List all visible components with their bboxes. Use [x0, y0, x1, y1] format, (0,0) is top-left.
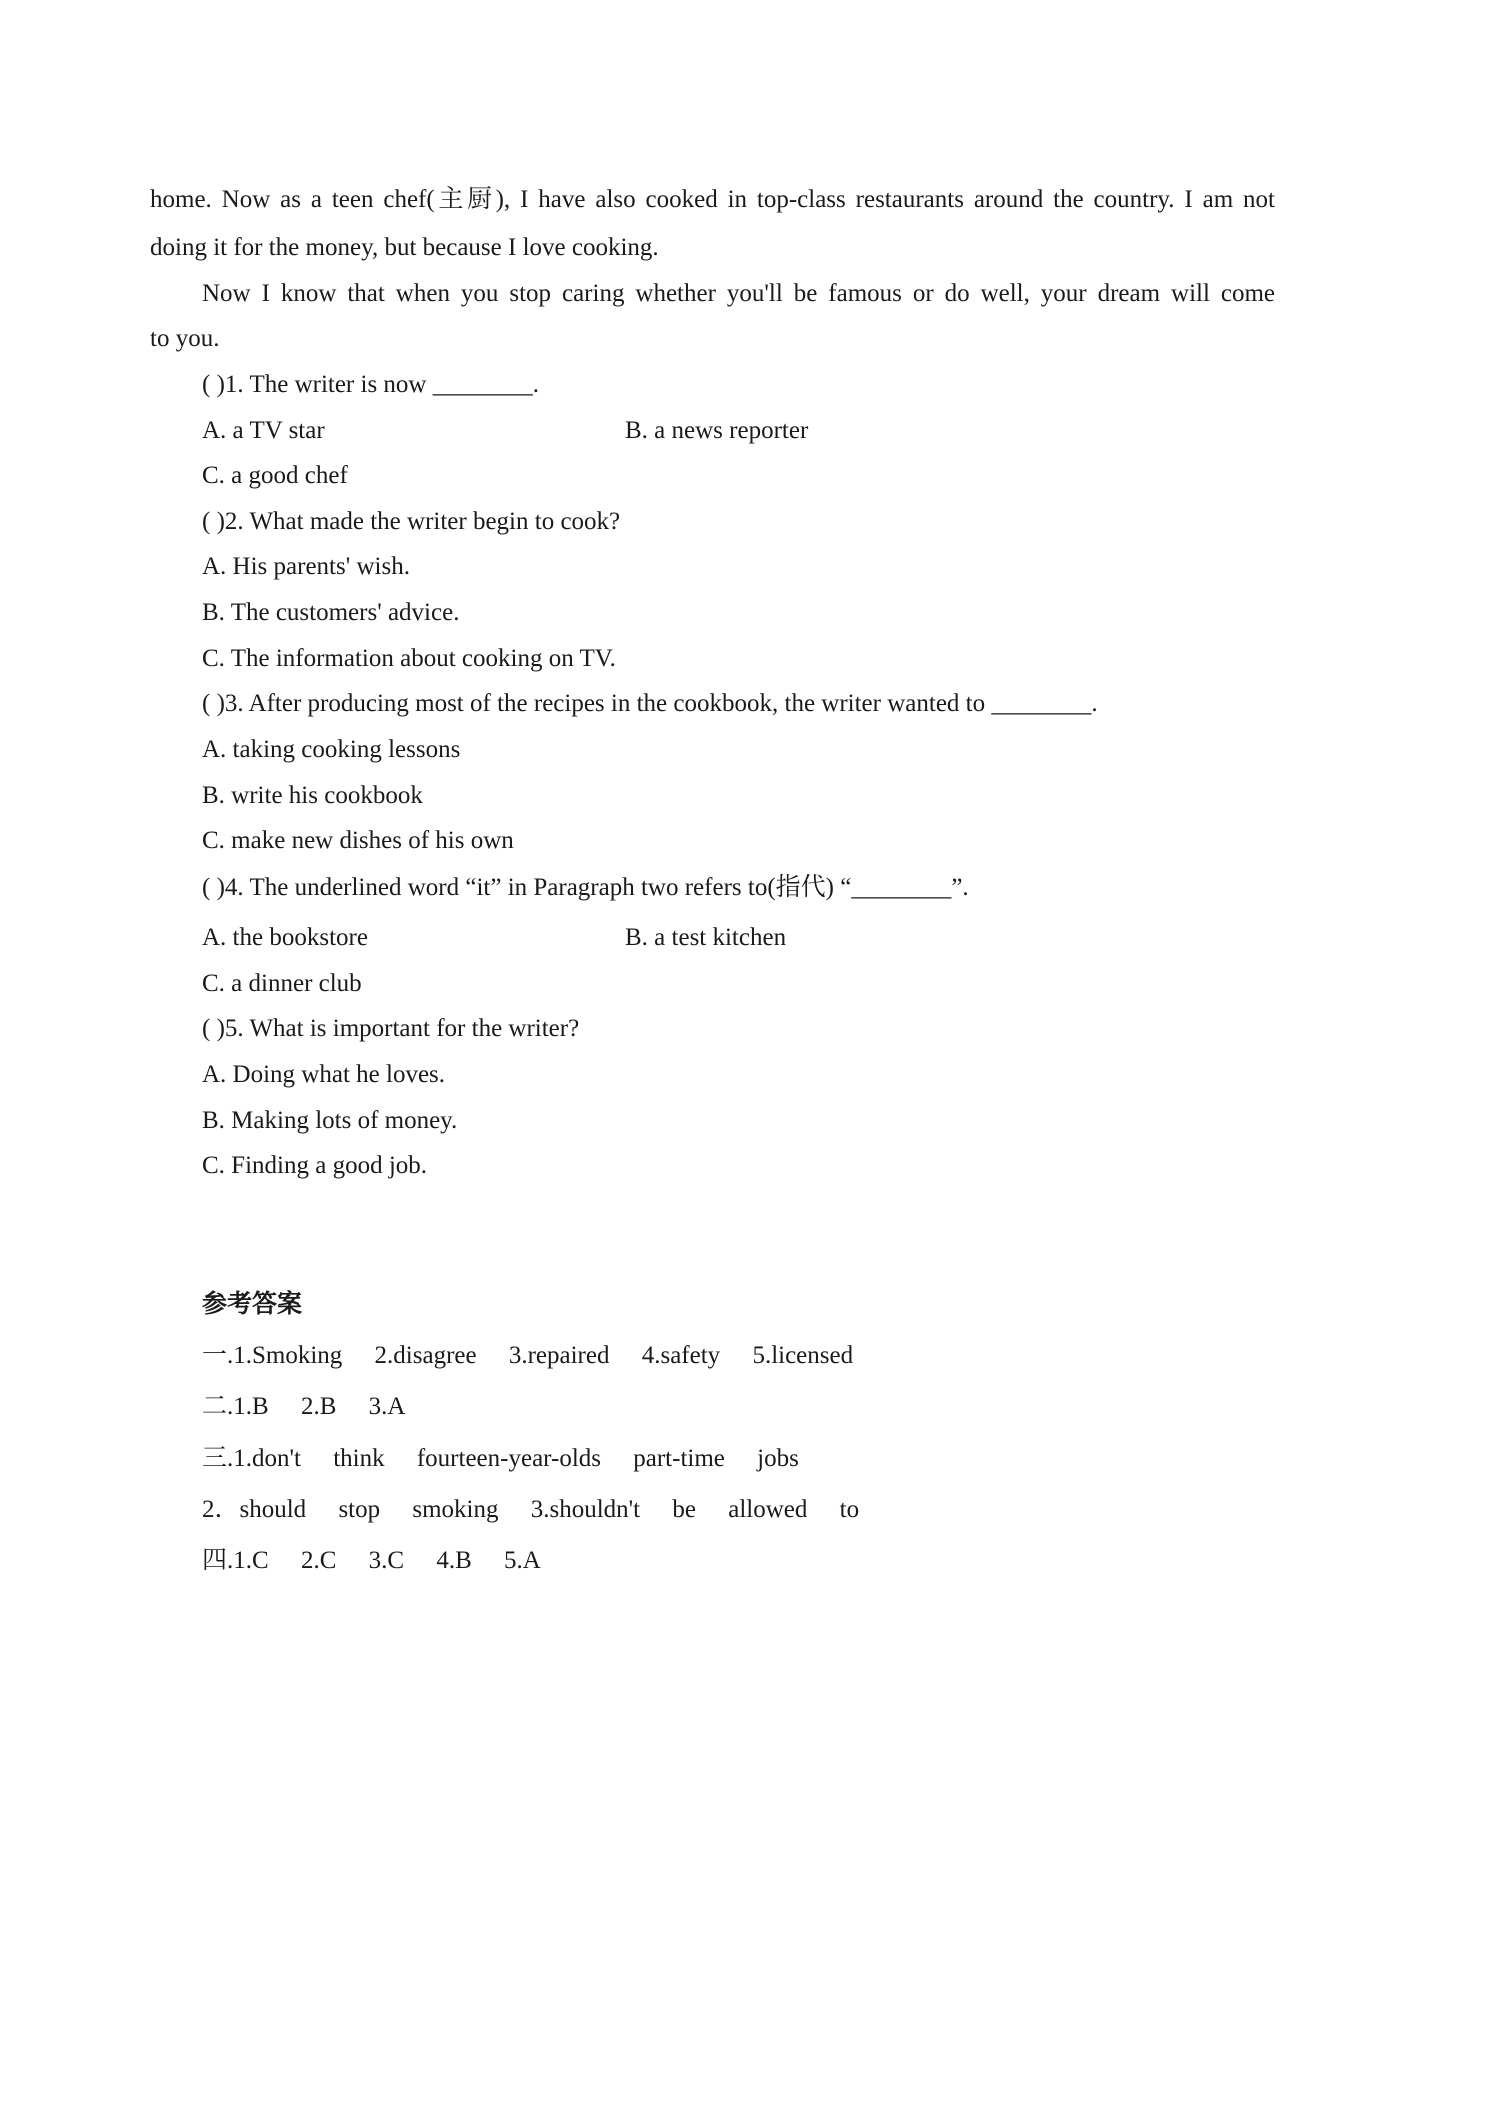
answer-item: be [672, 1496, 696, 1523]
answer-row-4 [202, 1494, 859, 1526]
answer-item: jobs [757, 1445, 799, 1472]
answer-item: 4.safety [641, 1342, 721, 1369]
answer-item: 三.1.don't [202, 1445, 301, 1472]
answer-item: smoking [412, 1496, 499, 1523]
question-2-option-b: B. The customers' advice. [202, 599, 460, 626]
question-2-option-c: C. The information about cooking on TV. [202, 645, 616, 672]
question-5-option-c: C. Finding a good job. [202, 1152, 428, 1179]
answer-item: 四.1.C [202, 1547, 269, 1574]
answer-item: 4.B [436, 1547, 472, 1574]
answer-item: 二.1.B [202, 1393, 269, 1420]
answer-item: stop [338, 1496, 381, 1523]
answer-row-5 [202, 1545, 541, 1577]
answer-row-2 [202, 1391, 405, 1423]
passage-line-1: home. Now as a teen chef(主厨), I have also cooked in top-class restaurants around the country. I am not [150, 186, 1275, 213]
answer-item: 3.A [368, 1393, 406, 1420]
question-4-stem: ( )4. The underlined word “it” in Paragraph two refers to(指代) “________”. [202, 874, 969, 901]
passage-line-3: Now I know that when you stop caring whether you'll be famous or do well, your dream will come [202, 280, 1275, 307]
answer-row-1 [202, 1340, 853, 1372]
question-3-stem: ( )3. After producing most of the recipes in the cookbook, the writer wanted to ________. [202, 690, 1098, 717]
answer-item: allowed [728, 1496, 808, 1523]
answer-item: 5.A [504, 1547, 541, 1574]
question-2-stem: ( )2. What made the writer begin to cook? [202, 508, 621, 535]
question-1-option-a: A. a TV star [202, 417, 325, 444]
question-1-stem: ( )1. The writer is now ________. [202, 371, 539, 398]
answer-item: 3.C [368, 1547, 405, 1574]
question-5-option-a: A. Doing what he loves. [202, 1061, 446, 1088]
question-3-option-b: B. write his cookbook [202, 782, 423, 809]
answer-item: part-time [633, 1445, 725, 1472]
question-1-option-c: C. a good chef [202, 462, 348, 489]
answer-row-3 [202, 1443, 799, 1475]
answer-item: 一.1.Smoking [202, 1342, 343, 1369]
answer-item: 2.disagree [374, 1342, 477, 1369]
question-3-option-c: C. make new dishes of his own [202, 827, 514, 854]
question-4-option-a: A. the bookstore [202, 924, 368, 951]
answer-item: 3.shouldn't [530, 1496, 641, 1523]
question-5-option-b: B. Making lots of money. [202, 1107, 458, 1134]
question-4-option-b: B. a test kitchen [625, 924, 787, 951]
question-4-option-c: C. a dinner club [202, 970, 362, 997]
answer-item: 2.B [300, 1393, 337, 1420]
question-2-option-a: A. His parents' wish. [202, 553, 410, 580]
answer-item: fourteen-year-olds [416, 1445, 601, 1472]
answer-item: 3.repaired [508, 1342, 610, 1369]
answer-item: think [333, 1445, 385, 1472]
answer-key-heading: 参考答案 [202, 1291, 303, 1318]
passage-line-2: doing it for the money, but because I love cooking. [150, 234, 659, 261]
question-4-options-row [202, 922, 1102, 954]
question-3-option-a: A. taking cooking lessons [202, 736, 461, 763]
answer-item: 2．should [202, 1496, 307, 1523]
question-1-option-b: B. a news reporter [625, 417, 809, 444]
question-5-stem: ( )5. What is important for the writer? [202, 1015, 580, 1042]
question-1-options-row [202, 415, 1102, 447]
answer-item: 2.C [300, 1547, 337, 1574]
passage-line-4: to you. [150, 325, 220, 352]
answer-item: to [839, 1496, 860, 1523]
answer-item: 5.licensed [752, 1342, 854, 1369]
